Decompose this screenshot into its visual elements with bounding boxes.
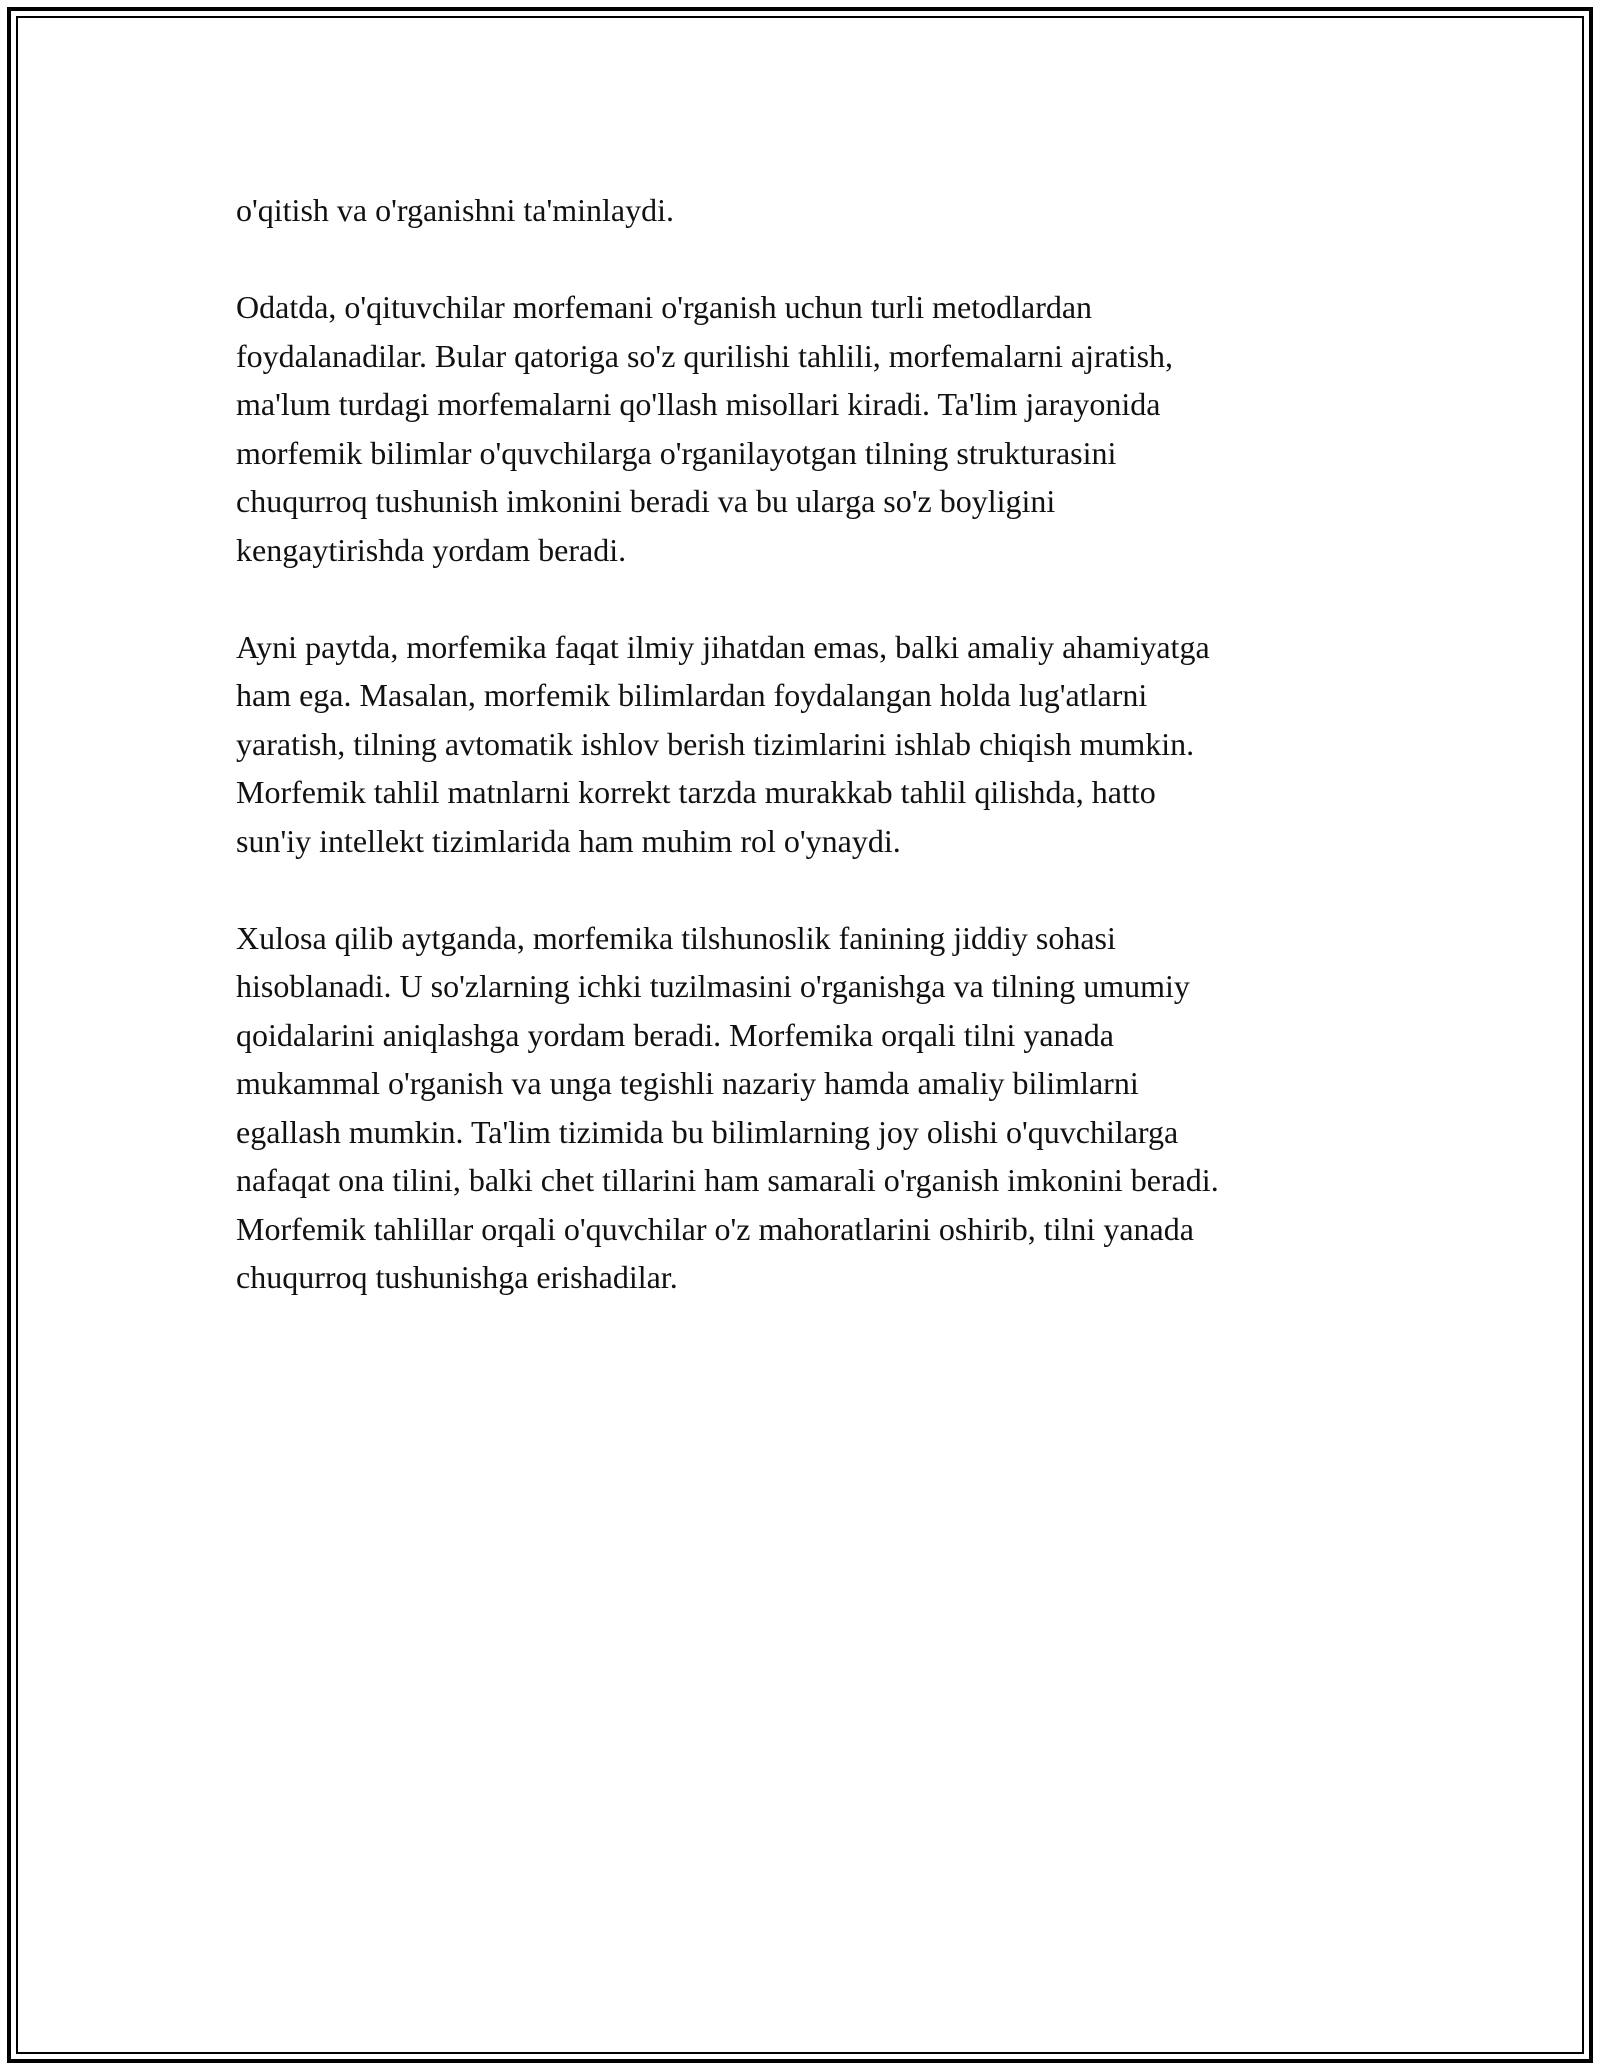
paragraph-3: Ayni paytda, morfemika faqat ilmiy jihatdan emas, balki amaliy ahamiyatga ham ega. Masalan, morfemik bilimlardan foydalangan holda lug'atlarni yaratish, tilning avtomatik ishlov berish tizimlarini ishlab chiqish mumkin. Morfemik tahlil matnlarni korrekt tarzda murakkab tahlil qilishda, hatto sun'iy intellekt tizimlarida ham muhim rol o'ynaydi. xyxy=(236,628,1210,859)
paragraph-1: o'qitish va o'rganishni ta'minlaydi. xyxy=(236,192,674,228)
document-body xyxy=(236,186,1386,1350)
paragraph-2: Odatda, o'qituvchilar morfemani o'rganish uchun turli metodlardan foydalanadilar. Bular qatoriga so'z qurilishi tahlili, morfemalarni ajratish, ma'lum turdagi morfemalarni qo'llash misollari kiradi. Ta'lim jarayonida morfemik bilimlar o'quvchilarga o'rganilayotgan tilning strukturasini chuqurroq tushunish imkonini beradi va bu ularga so'z boyligini kengaytirishda yordam beradi. xyxy=(236,289,1174,568)
paragraph-4: Xulosa qilib aytganda, morfemika tilshunoslik fanining jiddiy sohasi hisoblanadi. U so'zlarning ichki tuzilmasini o'rganishga va tilning umumiy qoidalarini aniqlashga yordam beradi. Morfemika orqali tilni yanada mukammal o'rganish va unga tegishli nazariy hamda amaliy bilimlarni egallash mumkin. Ta'lim tizimida bu bilimlarning joy olishi o'quvchilarga nafaqat ona tilini, balki chet tillarini ham samarali o'rganish imkonini beradi. Morfemik tahlillar orqali o'quvchilar o'z mahoratlarini oshirib, tilni yanada chuqurroq tushunishga erishadilar. xyxy=(236,919,1219,1295)
